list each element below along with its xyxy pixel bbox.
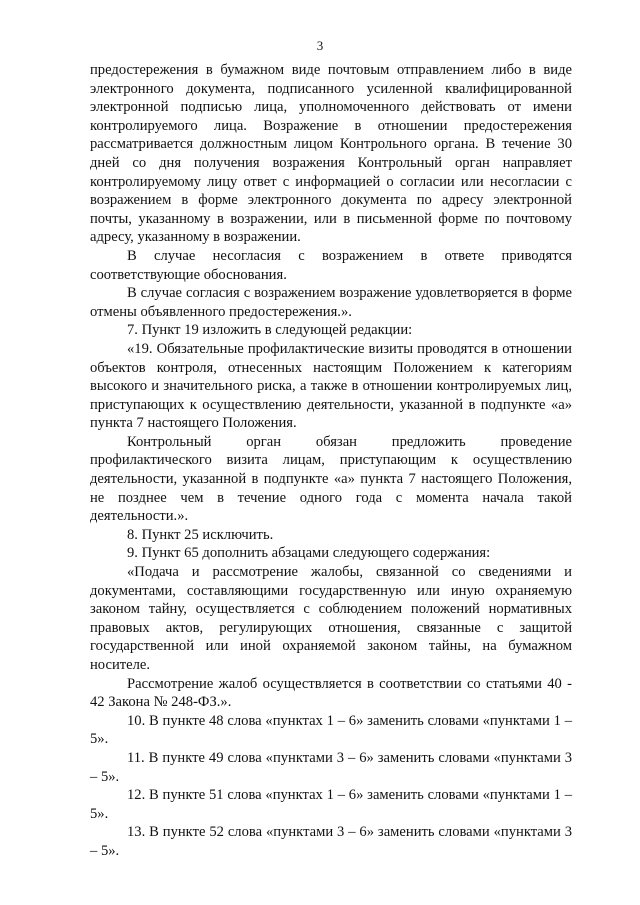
paragraph: В случае несогласия с возражением в ответе приводятся соответствующие обоснования. [90,247,572,283]
paragraph: предостережения в бумажном виде почтовым отправлением либо в виде электронного документа, подписанного усиленной квалифицированной электронной подписью лица, уполномоченного действовать от имени контролируемого лица. Возражение в отношении предостережения рассматривается должностным лицом Контрольного органа. В течение 30 дней со дня получения возражения Контрольный орган направляет контролируемому лицу ответ с информацией о согласии или несогласии с возражением в форме электронного документа по адресу электронной почты, указанному в возражении, или в письменной форме по почтовому адресу, указанному в возражении. [90,62,572,246]
paragraph: 12. В пункте 51 слова «пунктах 1 – 6» заменить словами «пунктами 1 – 5». [90,787,572,822]
paragraph: «19. Обязательные профилактические визиты проводятся в отношении объектов контроля, отнесенных настоящим Положением к категориям высокого и значительного риска, а также в отношении контролируемых лиц, приступающих к осуществлению деятельности, указанной в подпункте «а» пункта 7 настоящего Положения. [90,340,572,432]
paragraph: Рассмотрение жалоб осуществляется в соответствии со статьями 40 - 42 Закона № 248-ФЗ.». [90,675,572,711]
paragraph: «Подача и рассмотрение жалобы, связанной со сведениями и документами, составляющими государственную или иную охраняемую законом тайну, осуществляется с соблюдением положений нормативных правовых актов, регулирующих отношения, связанные с защитой государственной или иной охраняемой законом тайны, на бумажном носителе. [90,564,572,673]
page-number: 3 [316,38,324,53]
paragraph: 13. В пункте 52 слова «пунктами 3 – 6» заменить словами «пунктами 3 – 5». [90,824,572,859]
paragraph: Контрольный орган обязан предложить проведение профилактического визита лицам, приступающим к осуществлению деятельности, указанной в подпункте «а» пункта 7 настоящего Положения, не позднее чем в течение одного года с момента начала такой деятельности.». [90,433,572,525]
paragraph: 8. Пункт 25 исключить. [127,526,274,543]
document-body [90,61,572,861]
paragraph: В случае согласия с возражением возражение удовлетворяется в форме отмены объявленного предостережения.». [90,285,572,320]
paragraph: 10. В пункте 48 слова «пунктах 1 – 6» заменить словами «пунктами 1 – 5». [90,712,572,748]
paragraph: 11. В пункте 49 слова «пунктами 3 – 6» заменить словами «пунктами 3 – 5». [90,749,572,785]
paragraph: 9. Пункт 65 дополнить абзацами следующего содержания: [127,545,491,562]
paragraph: 7. Пункт 19 изложить в следующей редакции: [127,322,413,339]
